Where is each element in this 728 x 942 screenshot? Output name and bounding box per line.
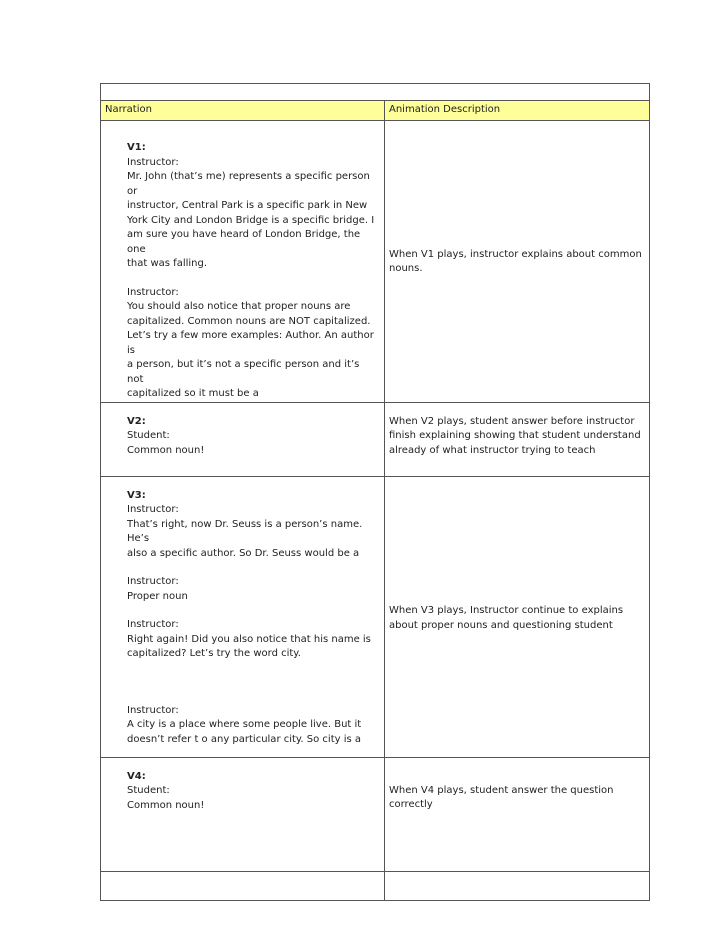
scene-label: V3: xyxy=(127,489,146,501)
table-row xyxy=(101,757,650,871)
line: Let’s try a few more examples: Author. An author is xyxy=(127,330,374,356)
empty-narration-cell xyxy=(101,871,385,900)
line: a person, but it’s not a specific person and it’s not xyxy=(127,359,360,385)
description-line: correctly xyxy=(389,799,433,810)
empty-description-cell xyxy=(385,871,650,900)
dialogue-block xyxy=(127,618,378,662)
line: That’s right, now Dr. Seuss is a person’s name. He’s xyxy=(127,518,363,544)
description-line: nouns. xyxy=(389,263,423,275)
speaker: Student: xyxy=(127,430,170,441)
header-row xyxy=(101,101,650,121)
line: Proper noun xyxy=(127,590,188,602)
dialogue-block xyxy=(127,704,378,748)
line: instructor, Central Park is a specific park in New xyxy=(127,200,368,211)
narration-cell xyxy=(101,402,385,476)
animation-description-cell xyxy=(385,121,650,403)
scene-label: V4: xyxy=(127,770,146,782)
speaker: Student: xyxy=(127,785,170,796)
speaker: Instructor: xyxy=(127,286,179,298)
narration-cell xyxy=(101,757,385,871)
description-line: When V3 plays, Instructor continue to explains xyxy=(389,605,624,616)
line: York City and London Bridge is a specific bridge. I xyxy=(127,214,375,226)
dialogue-block xyxy=(127,575,378,604)
speaker: Instructor: xyxy=(127,504,179,515)
header-narration: Narration xyxy=(101,101,385,121)
line: You should also notice that proper nouns are xyxy=(127,301,351,312)
line: also a specific author. So Dr. Seuss would be a xyxy=(127,547,360,559)
description-line: about proper nouns and questioning student xyxy=(389,619,613,631)
dialogue-block xyxy=(127,286,378,402)
dialogue-block xyxy=(127,784,378,813)
storyboard-table xyxy=(100,83,650,901)
empty-top-cell xyxy=(101,84,650,101)
line: capitalized so it must be a xyxy=(127,388,259,399)
line: capitalized? Let’s try the word city. xyxy=(127,648,301,659)
line: capitalized. Common nouns are NOT capitalized. xyxy=(127,315,371,327)
dialogue-block xyxy=(127,503,378,561)
animation-description-cell xyxy=(385,402,650,476)
scene-label: V2: xyxy=(127,415,146,427)
dialogue-block xyxy=(127,156,378,272)
description-line: When V2 plays, student answer before instructor xyxy=(389,415,635,427)
speaker: Instructor: xyxy=(127,619,179,630)
speaker: Instructor: xyxy=(127,156,179,168)
narration-cell xyxy=(101,476,385,757)
description-line: finish explaining showing that student understand xyxy=(389,430,641,441)
narration-cell xyxy=(101,121,385,403)
line: A city is a place where some people live. But it xyxy=(127,719,362,730)
line: doesn’t refer t o any particular city. So city is a xyxy=(127,733,362,745)
table-row xyxy=(101,402,650,476)
dialogue-block xyxy=(127,429,378,458)
scene-label: V1: xyxy=(127,142,146,153)
line: Right again! Did you also notice that his name is xyxy=(127,633,371,645)
line: Common noun! xyxy=(127,799,205,811)
line: that was falling. xyxy=(127,258,208,269)
table-row xyxy=(101,121,650,403)
animation-description-cell xyxy=(385,757,650,871)
speaker: Instructor: xyxy=(127,576,179,587)
table-row xyxy=(101,476,650,757)
line: am sure you have heard of London Bridge, the one xyxy=(127,229,361,255)
animation-description-cell xyxy=(385,476,650,757)
description-line: When V1 plays, instructor explains about common xyxy=(389,248,642,260)
description-line: When V4 plays, student answer the question xyxy=(389,784,614,796)
line: Mr. John (that’s me) represents a specific person or xyxy=(127,171,370,197)
header-animation-description: Animation Description xyxy=(385,101,650,121)
speaker: Instructor: xyxy=(127,704,179,716)
line: Common noun! xyxy=(127,444,205,456)
empty-bottom-row xyxy=(101,871,650,900)
empty-top-row xyxy=(101,84,650,101)
description-line: already of what instructor trying to teach xyxy=(389,444,596,456)
